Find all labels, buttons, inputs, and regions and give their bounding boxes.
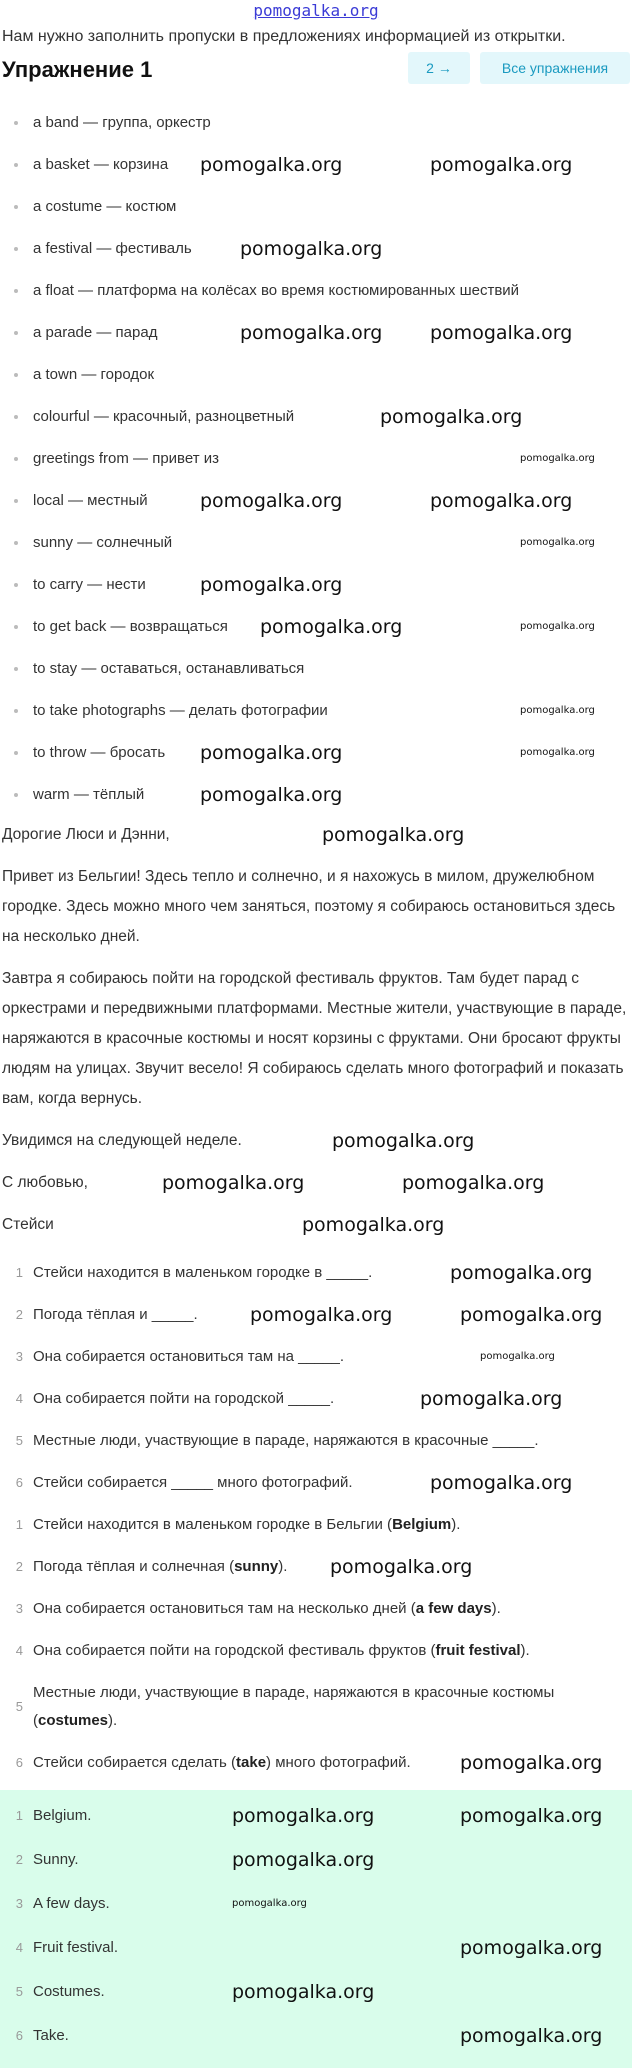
site-link[interactable]: pomogalka.org [253,1,379,20]
watermark: pomogalka.org [430,322,573,344]
vocab-item [0,396,632,438]
vocab-item [0,774,632,816]
watermark: pomogalka.org [240,322,383,344]
all-exercises-button[interactable]: Все упражнения [480,52,630,84]
vocab-item [0,270,632,312]
watermark: pomogalka.org [402,1172,545,1194]
letter-paragraph [2,964,630,1114]
answer-keyword: fruit festival [435,1642,521,1659]
item-number: 1 [15,1265,23,1280]
watermark: pomogalka.org [232,1805,375,1827]
vocab-item [0,102,632,144]
vocab-text: to carry — нести [33,576,146,593]
vocab-text: warm — тёплый [33,786,145,803]
vocab-item [0,438,632,480]
watermark: pomogalka.org [450,1262,593,1284]
short-answer-item [0,1882,632,1926]
letter-text: Стейси [2,1216,54,1233]
watermark: pomogalka.org [200,742,343,764]
vocab-text: a festival — фестиваль [33,240,192,257]
letter-paragraph [2,1210,630,1240]
answer-text [33,1642,530,1660]
vocab-item [0,564,632,606]
item-number: 4 [15,1391,23,1406]
vocab-text: a band — группа, оркестр [33,114,211,131]
full-answer-item [0,1742,632,1784]
vocab-text: to stay — оставаться, останавливаться [33,660,305,677]
vocab-item [0,606,632,648]
answer-text [33,1754,411,1772]
question-text: Она собирается пойти на городской _____. [33,1390,335,1407]
item-number: 5 [15,1433,23,1448]
item-number: 5 [15,1984,23,1999]
question-item [0,1294,632,1336]
watermark: pomogalka.org [330,1556,473,1578]
item-number: 4 [15,1643,23,1658]
vocab-text: a float — платформа на колёсах во время костюмированных шествий [33,282,520,299]
vocab-item [0,186,632,228]
watermark: pomogalka.org [430,154,573,176]
full-answer-item [0,1546,632,1588]
watermark: pomogalka.org [232,1981,375,2003]
vocab-text: to throw — бросать [33,744,166,761]
watermark: pomogalka.org [302,1214,445,1236]
answer-text [33,1679,623,1735]
item-number: 2 [15,1307,23,1322]
question-text: Стейси собирается _____ много фотографий. [33,1474,353,1491]
questions-list [0,1252,632,1504]
postcard-text [0,816,632,1240]
answer-pre: Стейси находится в маленьком городке в Бельгии ( [33,1516,393,1533]
full-answer-item [0,1588,632,1630]
question-item [0,1336,632,1378]
item-number: 6 [15,2028,23,2043]
watermark: pomogalka.org [460,1805,603,1827]
answer-keyword: a few days [415,1600,492,1617]
item-number: 1 [15,1517,23,1532]
short-answer-item [0,2014,632,2058]
vocab-item [0,354,632,396]
vocab-text: a basket — корзина [33,156,169,173]
watermark: pomogalka.org [430,490,573,512]
item-number: 3 [15,1349,23,1364]
watermark: pomogalka.org [232,1849,375,1871]
letter-text: Дорогие Люси и Дэнни, [2,826,170,843]
task-description: Нам нужно заполнить пропуски в предложениях информацией из открытки. [2,28,566,45]
vocab-text: a costume — костюм [33,198,177,215]
answer-text [33,1600,501,1618]
answer-post: ). [491,1600,501,1617]
question-item [0,1252,632,1294]
answer-keyword: take [236,1754,267,1771]
watermark: pomogalka.org [380,406,523,428]
watermark: pomogalka.org [520,537,595,548]
answer-post: ). [520,1642,530,1659]
question-text: Она собирается остановиться там на _____. [33,1348,344,1365]
short-answer-item [0,1926,632,1970]
vocab-text: sunny — солнечный [33,534,173,551]
answer-post: ). [278,1558,288,1575]
short-answer-item [0,1970,632,2014]
watermark: pomogalka.org [460,1752,603,1774]
item-number: 5 [15,1699,23,1714]
full-answer-item [0,1672,632,1742]
item-number: 4 [15,1940,23,1955]
watermark: pomogalka.org [420,1388,563,1410]
item-number: 3 [15,1601,23,1616]
question-text: Погода тёплая и _____. [33,1306,198,1323]
short-answer-item [0,1794,632,1838]
letter-paragraph [2,820,630,850]
watermark: pomogalka.org [520,453,595,464]
watermark: pomogalka.org [200,784,343,806]
vocab-text: a parade — парад [33,324,158,341]
letter-text: С любовью, [2,1174,88,1191]
item-number: 3 [15,1896,23,1911]
vocab-item [0,732,632,774]
vocab-item [0,648,632,690]
watermark: pomogalka.org [460,2025,603,2047]
watermark: pomogalka.org [250,1304,393,1326]
answer-pre: Она собирается остановиться там на несколько дней ( [33,1600,416,1617]
vocab-text: local — местный [33,492,148,509]
header-row [0,52,632,98]
letter-text: Привет из Бельгии! Здесь тепло и солнечно, и я нахожусь в милом, дружелюбном городке. Здесь можно много чем заняться, поэтому я собираюсь остановиться здесь на несколько дней. [2,868,616,945]
watermark: pomogalka.org [430,1472,573,1494]
short-answer-item [0,1838,632,1882]
answer-keyword: Belgium [392,1516,452,1533]
answer-keyword: sunny [234,1558,279,1575]
short-answer-text: Sunny. [33,1851,79,1868]
answer-pre: Стейси собирается сделать ( [33,1754,237,1771]
question-item [0,1462,632,1504]
question-text: Стейси находится в маленьком городке в _____. [33,1264,373,1281]
vocab-item [0,480,632,522]
short-answer-text: Take. [33,2027,69,2044]
full-answer-item [0,1504,632,1546]
vocab-item [0,312,632,354]
watermark: pomogalka.org [200,154,343,176]
item-number: 6 [15,1475,23,1490]
watermark: pomogalka.org [460,1304,603,1326]
watermark: pomogalka.org [520,621,595,632]
vocab-item [0,228,632,270]
answers-panel [0,1790,632,2068]
answer-pre: Она собирается пойти на городской фестиваль фруктов ( [33,1642,436,1659]
question-text: Местные люди, участвующие в параде, наряжаются в красочные _____. [33,1432,539,1449]
watermark: pomogalka.org [520,705,595,716]
item-number: 6 [15,1755,23,1770]
answer-text [33,1558,287,1576]
letter-paragraph [2,1168,630,1198]
full-answers-list [0,1504,632,1784]
answer-post: ). [451,1516,461,1533]
watermark: pomogalka.org [520,747,595,758]
watermark: pomogalka.org [162,1172,305,1194]
short-answer-text: A few days. [33,1895,110,1912]
short-answer-text: Fruit festival. [33,1939,119,1956]
answer-pre: Местные люди, участвующие в параде, наряжаются в красочные костюмы ( [33,1684,555,1729]
vocab-item [0,690,632,732]
watermark: pomogalka.org [460,1937,603,1959]
answer-post: ) много фотографий. [266,1754,411,1771]
watermark: pomogalka.org [480,1351,555,1362]
letter-paragraph [2,862,630,952]
question-item [0,1378,632,1420]
vocab-text: to take photographs — делать фотографии [33,702,328,719]
short-answer-text: Belgium. [33,1807,92,1824]
vocab-item [0,144,632,186]
vocab-item [0,522,632,564]
vocab-text: colourful — красочный, разноцветный [33,408,295,425]
item-number: 1 [15,1808,23,1823]
next-exercise-button[interactable]: 2 → [408,52,470,84]
vocabulary-list [0,102,632,816]
answer-text [33,1516,460,1534]
vocab-text: greetings from — привет из [33,450,219,467]
watermark: pomogalka.org [332,1130,475,1152]
watermark: pomogalka.org [322,824,465,846]
short-answer-text: Costumes. [33,1983,105,2000]
watermark: pomogalka.org [260,616,403,638]
full-answer-item [0,1630,632,1672]
answer-pre: Погода тёплая и солнечная ( [33,1558,235,1575]
watermark: pomogalka.org [240,238,383,260]
letter-text: Увидимся на следующей неделе. [2,1132,242,1149]
question-item [0,1420,632,1462]
short-answers-list [0,1794,632,2058]
watermark: pomogalka.org [200,574,343,596]
letter-text: Завтра я собираюсь пойти на городской фестиваль фруктов. Там будет парад с оркестрами и передвижными платформами. Местные жители, участвующие в параде, наряжаются в красочные костюмы и носят корзины с фруктами. Они бросают фрукты людям на улицах. Звучит весело! Я собираюсь сделать много фотографий и показать вам, когда вернусь. [2,970,627,1107]
item-number: 2 [15,1559,23,1574]
letter-paragraph [2,1126,630,1156]
answer-keyword: costumes [38,1712,109,1729]
watermark: pomogalka.org [200,490,343,512]
vocab-text: to get back — возвращаться [33,618,228,635]
answer-post: ). [108,1712,118,1729]
watermark: pomogalka.org [232,1898,307,1909]
vocab-text: a town — городок [33,366,155,383]
item-number: 2 [15,1852,23,1867]
page-title: Упражнение 1 [2,57,153,82]
